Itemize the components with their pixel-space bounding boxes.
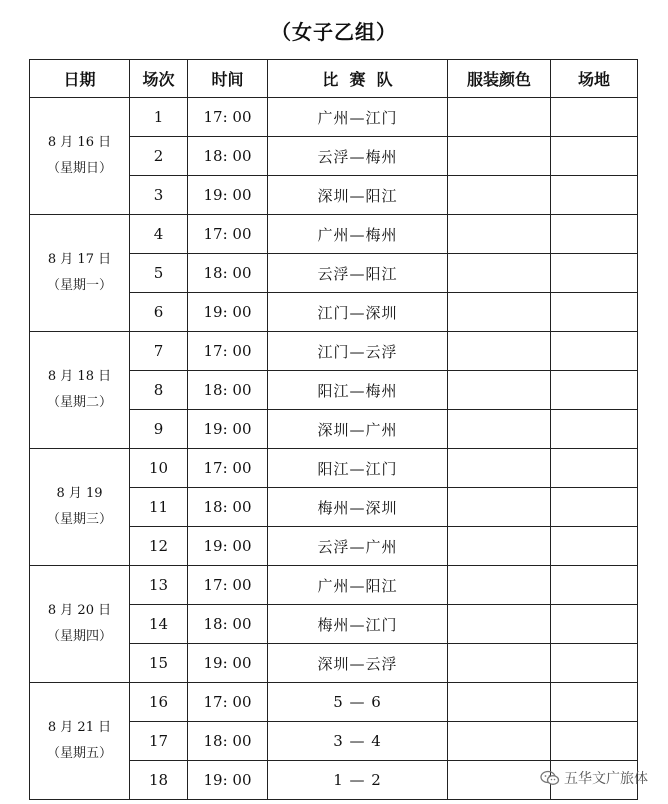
date-label: 8 月 21 日: [47, 720, 112, 735]
match-number: 10: [130, 449, 188, 488]
venue-cell: [551, 488, 638, 527]
header-venue: 场地: [551, 60, 638, 98]
match-number: 17: [130, 722, 188, 761]
date-label: 8 月 17 日: [47, 252, 112, 267]
weekday-label: （星期一）: [46, 278, 112, 293]
uniform-cell: [448, 527, 551, 566]
match-number: 11: [130, 488, 188, 527]
match-number: 3: [130, 176, 188, 215]
match-number: 16: [130, 683, 188, 722]
date-label: 8 月 16 日: [47, 135, 112, 150]
venue-cell: [551, 566, 638, 605]
match-teams: 广州—梅州: [268, 215, 448, 254]
venue-cell: [551, 449, 638, 488]
match-time: 17: 00: [188, 683, 268, 722]
match-teams: 深圳—广州: [268, 410, 448, 449]
weekday-label: （星期二）: [46, 395, 112, 410]
date-label: 8 月 20 日: [47, 603, 112, 618]
uniform-cell: [448, 644, 551, 683]
date-cell: [30, 683, 130, 800]
date-cell: [30, 332, 130, 449]
match-number: 4: [130, 215, 188, 254]
table-row: [30, 98, 638, 137]
date-cell: [30, 98, 130, 215]
match-number: 12: [130, 527, 188, 566]
venue-cell: [551, 98, 638, 137]
match-teams: 广州—江门: [268, 98, 448, 137]
uniform-cell: [448, 566, 551, 605]
uniform-cell: [448, 488, 551, 527]
match-time: 19: 00: [188, 761, 268, 800]
venue-cell: [551, 215, 638, 254]
venue-cell: [551, 644, 638, 683]
match-time: 19: 00: [188, 410, 268, 449]
header-teams: 比 赛 队: [268, 60, 448, 98]
match-number: 14: [130, 605, 188, 644]
date-cell: [30, 215, 130, 332]
uniform-cell: [448, 98, 551, 137]
match-teams: 云浮—梅州: [268, 137, 448, 176]
uniform-cell: [448, 254, 551, 293]
uniform-cell: [448, 332, 551, 371]
table-row: [30, 683, 638, 722]
venue-cell: [551, 722, 638, 761]
date-cell: [30, 566, 130, 683]
watermark: [540, 768, 648, 788]
header-date: 日期: [30, 60, 130, 98]
venue-cell: [551, 254, 638, 293]
uniform-cell: [448, 449, 551, 488]
match-teams: 江门—深圳: [268, 293, 448, 332]
match-number: 6: [130, 293, 188, 332]
match-teams: 深圳—阳江: [268, 176, 448, 215]
header-uniform: 服装颜色: [448, 60, 551, 98]
date-label: 8 月 19: [56, 486, 103, 501]
page-title: （女子乙组）: [271, 20, 397, 44]
weekday-label: （星期日）: [46, 161, 112, 176]
table-row: [30, 566, 638, 605]
venue-cell: [551, 527, 638, 566]
schedule-table: [29, 59, 638, 800]
match-number: 13: [130, 566, 188, 605]
match-time: 19: 00: [188, 644, 268, 683]
match-time: 19: 00: [188, 527, 268, 566]
match-teams: 云浮—阳江: [268, 254, 448, 293]
venue-cell: [551, 137, 638, 176]
match-time: 19: 00: [188, 293, 268, 332]
uniform-cell: [448, 137, 551, 176]
table-row: [30, 449, 638, 488]
uniform-cell: [448, 605, 551, 644]
uniform-cell: [448, 293, 551, 332]
uniform-cell: [448, 176, 551, 215]
venue-cell: [551, 293, 638, 332]
date-cell: [30, 449, 130, 566]
match-number: 9: [130, 410, 188, 449]
match-teams: 梅州—深圳: [268, 488, 448, 527]
match-teams: 云浮—广州: [268, 527, 448, 566]
match-time: 18: 00: [188, 371, 268, 410]
match-time: 18: 00: [188, 254, 268, 293]
venue-cell: [551, 176, 638, 215]
match-teams: 广州—阳江: [268, 566, 448, 605]
match-time: 17: 00: [188, 215, 268, 254]
watermark-text: 五华文广旅体: [564, 771, 648, 787]
header-time: 时间: [188, 60, 268, 98]
uniform-cell: [448, 410, 551, 449]
weekday-label: （星期四）: [46, 629, 112, 644]
match-teams: 梅州—江门: [268, 605, 448, 644]
match-number: 2: [130, 137, 188, 176]
venue-cell: [551, 605, 638, 644]
match-number: 18: [130, 761, 188, 800]
header-row: [30, 60, 638, 98]
uniform-cell: [448, 215, 551, 254]
match-number: 7: [130, 332, 188, 371]
match-teams: 阳江—江门: [268, 449, 448, 488]
uniform-cell: [448, 683, 551, 722]
match-number: 15: [130, 644, 188, 683]
match-number: 8: [130, 371, 188, 410]
venue-cell: [551, 371, 638, 410]
match-time: 18: 00: [188, 488, 268, 527]
match-teams: 5 — 6: [268, 683, 448, 722]
uniform-cell: [448, 722, 551, 761]
venue-cell: [551, 683, 638, 722]
match-time: 19: 00: [188, 176, 268, 215]
match-teams: 1 — 2: [268, 761, 448, 800]
match-number: 5: [130, 254, 188, 293]
venue-cell: [551, 332, 638, 371]
table-row: [30, 215, 638, 254]
date-label: 8 月 18 日: [47, 369, 112, 384]
uniform-cell: [448, 371, 551, 410]
weekday-label: （星期三）: [46, 512, 112, 527]
weekday-label: （星期五）: [46, 746, 112, 761]
match-time: 17: 00: [188, 449, 268, 488]
match-time: 18: 00: [188, 605, 268, 644]
match-teams: 阳江—梅州: [268, 371, 448, 410]
header-match-no: 场次: [130, 60, 188, 98]
wechat-icon: [540, 770, 560, 786]
match-time: 17: 00: [188, 98, 268, 137]
table-row: [30, 332, 638, 371]
match-time: 17: 00: [188, 566, 268, 605]
match-time: 18: 00: [188, 137, 268, 176]
match-teams: 深圳—云浮: [268, 644, 448, 683]
uniform-cell: [448, 761, 551, 800]
match-number: 1: [130, 98, 188, 137]
venue-cell: [551, 410, 638, 449]
match-time: 17: 00: [188, 332, 268, 371]
match-teams: 3 — 4: [268, 722, 448, 761]
match-time: 18: 00: [188, 722, 268, 761]
match-teams: 江门—云浮: [268, 332, 448, 371]
